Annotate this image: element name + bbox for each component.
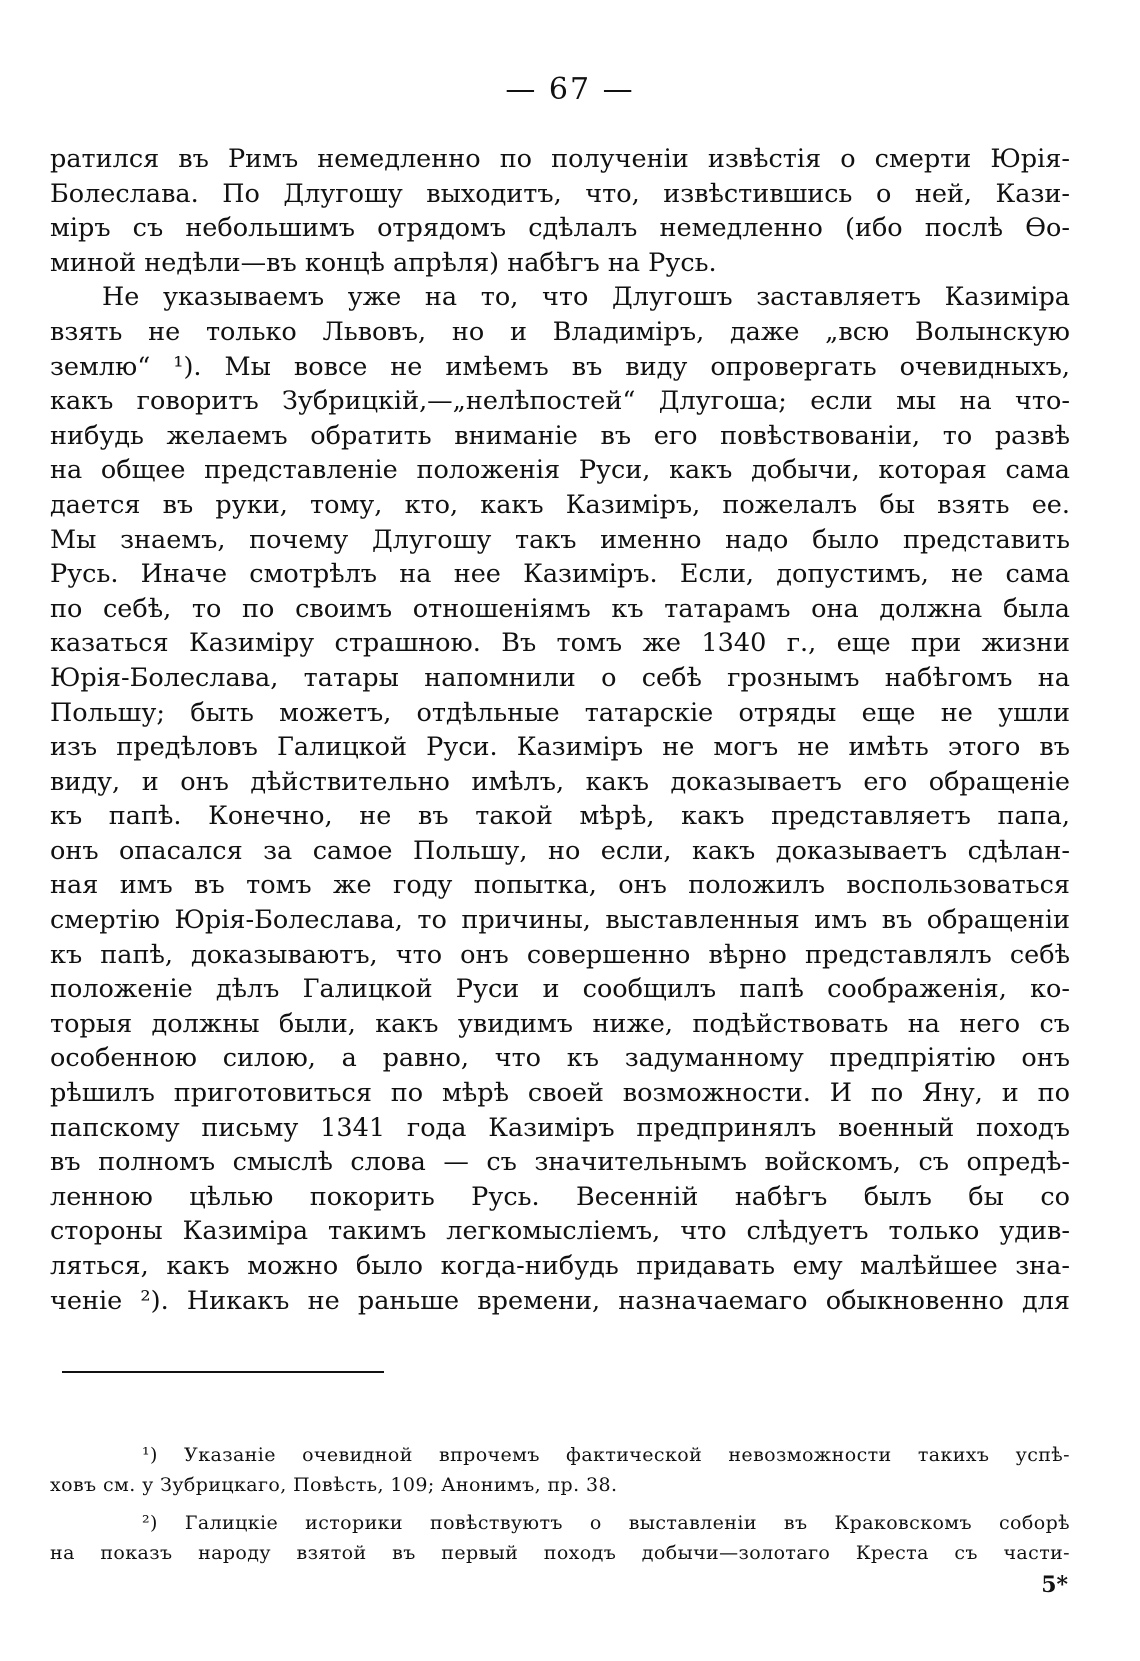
text-line: миной недѣли—въ концѣ апрѣля) набѣгъ на Русь.: [50, 247, 717, 278]
text-line: папскому письму 1341 года Казиміръ предпринялъ военный походъ: [50, 1112, 1070, 1143]
footnote-line: ¹) Указаніе очевидной впрочемъ фактической невозможности такихъ успѣ-: [142, 1444, 1070, 1466]
text-line: міръ съ небольшимъ отрядомъ сдѣлалъ немедленно (ибо послѣ Ѳо-: [50, 213, 1070, 244]
text-line: по себѣ, то по своимъ отношеніямъ къ татарамъ она должна была: [50, 593, 1070, 624]
text-line: виду, и онъ дѣйствительно имѣлъ, какъ доказываетъ его обращеніе: [50, 766, 1070, 797]
text-line: торыя должны были, какъ увидимъ ниже, подѣйствовать на него съ: [50, 1008, 1070, 1039]
text-line: къ папѣ, доказываютъ, что онъ совершенно вѣрно представлялъ себѣ: [50, 939, 1070, 970]
page-number: — 67 —: [505, 72, 635, 107]
text-line: Болеслава. По Длугошу выходитъ, что, извѣстившись о ней, Кази-: [50, 178, 1070, 209]
text-line: нибудь желаемъ обратить вниманіе въ его повѣствованіи, то развѣ: [50, 420, 1070, 451]
footnote-gap: [50, 1500, 1070, 1508]
signature-mark: 5*: [1041, 1572, 1068, 1598]
body-text: [50, 142, 1070, 1318]
text-line: смертію Юрія-Болеслава, то причины, выставленныя имъ въ обращеніи: [50, 905, 1070, 936]
text-line: дается въ руки, тому, кто, какъ Казиміръ, пожелалъ бы взять ее.: [50, 489, 1070, 520]
footnote-divider: [62, 1371, 384, 1373]
text-line: какъ говоритъ Зубрицкій,—„нелѣпостей“ Длугоша; если мы на что-: [50, 386, 1070, 417]
text-line: въ полномъ смыслѣ слова — съ значительнымъ войскомъ, съ опредѣ-: [50, 1147, 1070, 1178]
text-line: землю“ ¹). Мы вовсе не имѣемъ въ виду опровергать очевидныхъ,: [50, 351, 1070, 382]
text-line: положеніе дѣлъ Галицкой Руси и сообщилъ папѣ соображенія, ко-: [50, 974, 1070, 1005]
text-line: Мы знаемъ, почему Длугошу такъ именно надо было представить: [50, 524, 1070, 555]
text-line: къ папѣ. Конечно, не въ такой мѣрѣ, какъ представляетъ папа,: [50, 801, 1070, 832]
text-line: онъ опасался за самое Польшу, но если, какъ доказываетъ сдѣлан-: [50, 835, 1070, 866]
text-line: Польшу; быть можетъ, отдѣльные татарскіе отряды еще не ушли: [50, 697, 1070, 728]
text-line: ляться, какъ можно было когда-нибудь придавать ему малѣйшее зна-: [50, 1251, 1070, 1281]
text-line: Не указываемъ уже на то, что Длугошъ заставляетъ Казиміра: [102, 282, 1070, 313]
footnote-line: на показъ народу взятой въ первый походъ добычи—золотаго Креста съ части-: [50, 1542, 1070, 1564]
text-line: казаться Казиміру страшною. Въ томъ же 1340 г., еще при жизни: [50, 628, 1070, 659]
text-line: изъ предѣловъ Галицкой Руси. Казиміръ не могъ не имѣть этого въ: [50, 732, 1070, 763]
footnote-1: [50, 1440, 1070, 1500]
text-line: на общее представленіе положенія Руси, какъ добычи, которая сама: [50, 455, 1070, 486]
text-line: ратился въ Римъ немедленно по полученіи извѣстія о смерти Юрія-: [50, 144, 1070, 174]
text-line: рѣшилъ приготовиться по мѣрѣ своей возможности. И по Яну, и по: [50, 1078, 1070, 1109]
text-line: стороны Казиміра такимъ легкомысліемъ, что слѣдуетъ только удив-: [50, 1216, 1070, 1247]
text-line: Юрія-Болеслава, татары напомнили о себѣ грознымъ набѣгомъ на: [50, 662, 1070, 693]
footnote-2: [50, 1508, 1070, 1568]
text-line: Русь. Иначе смотрѣлъ на нее Казиміръ. Если, допустимъ, не сама: [50, 559, 1070, 590]
text-line: ная имъ въ томъ же году попытка, онъ положилъ воспользоваться: [50, 870, 1070, 901]
footnote-line: ²) Галицкіе историки повѣствуютъ о выставленіи въ Краковскомъ соборѣ: [142, 1512, 1070, 1534]
footnotes: [50, 1440, 1070, 1568]
text-line: ленною цѣлью покорить Русь. Весенній набѣгъ былъ бы со: [50, 1181, 1070, 1212]
text-line: особенною силою, а равно, что къ задуманному предпріятію онъ: [50, 1043, 1070, 1074]
text-line: взять не только Львовъ, но и Владиміръ, даже „всю Волынскую: [50, 316, 1070, 347]
footnote-line: ховъ см. у Зубрицкаго, Повѣсть, 109; Анонимъ, пр. 38.: [50, 1474, 618, 1496]
text-line: ченіе ²). Никакъ не раньше времени, назначаемаго обыкновенно для: [50, 1285, 1070, 1316]
